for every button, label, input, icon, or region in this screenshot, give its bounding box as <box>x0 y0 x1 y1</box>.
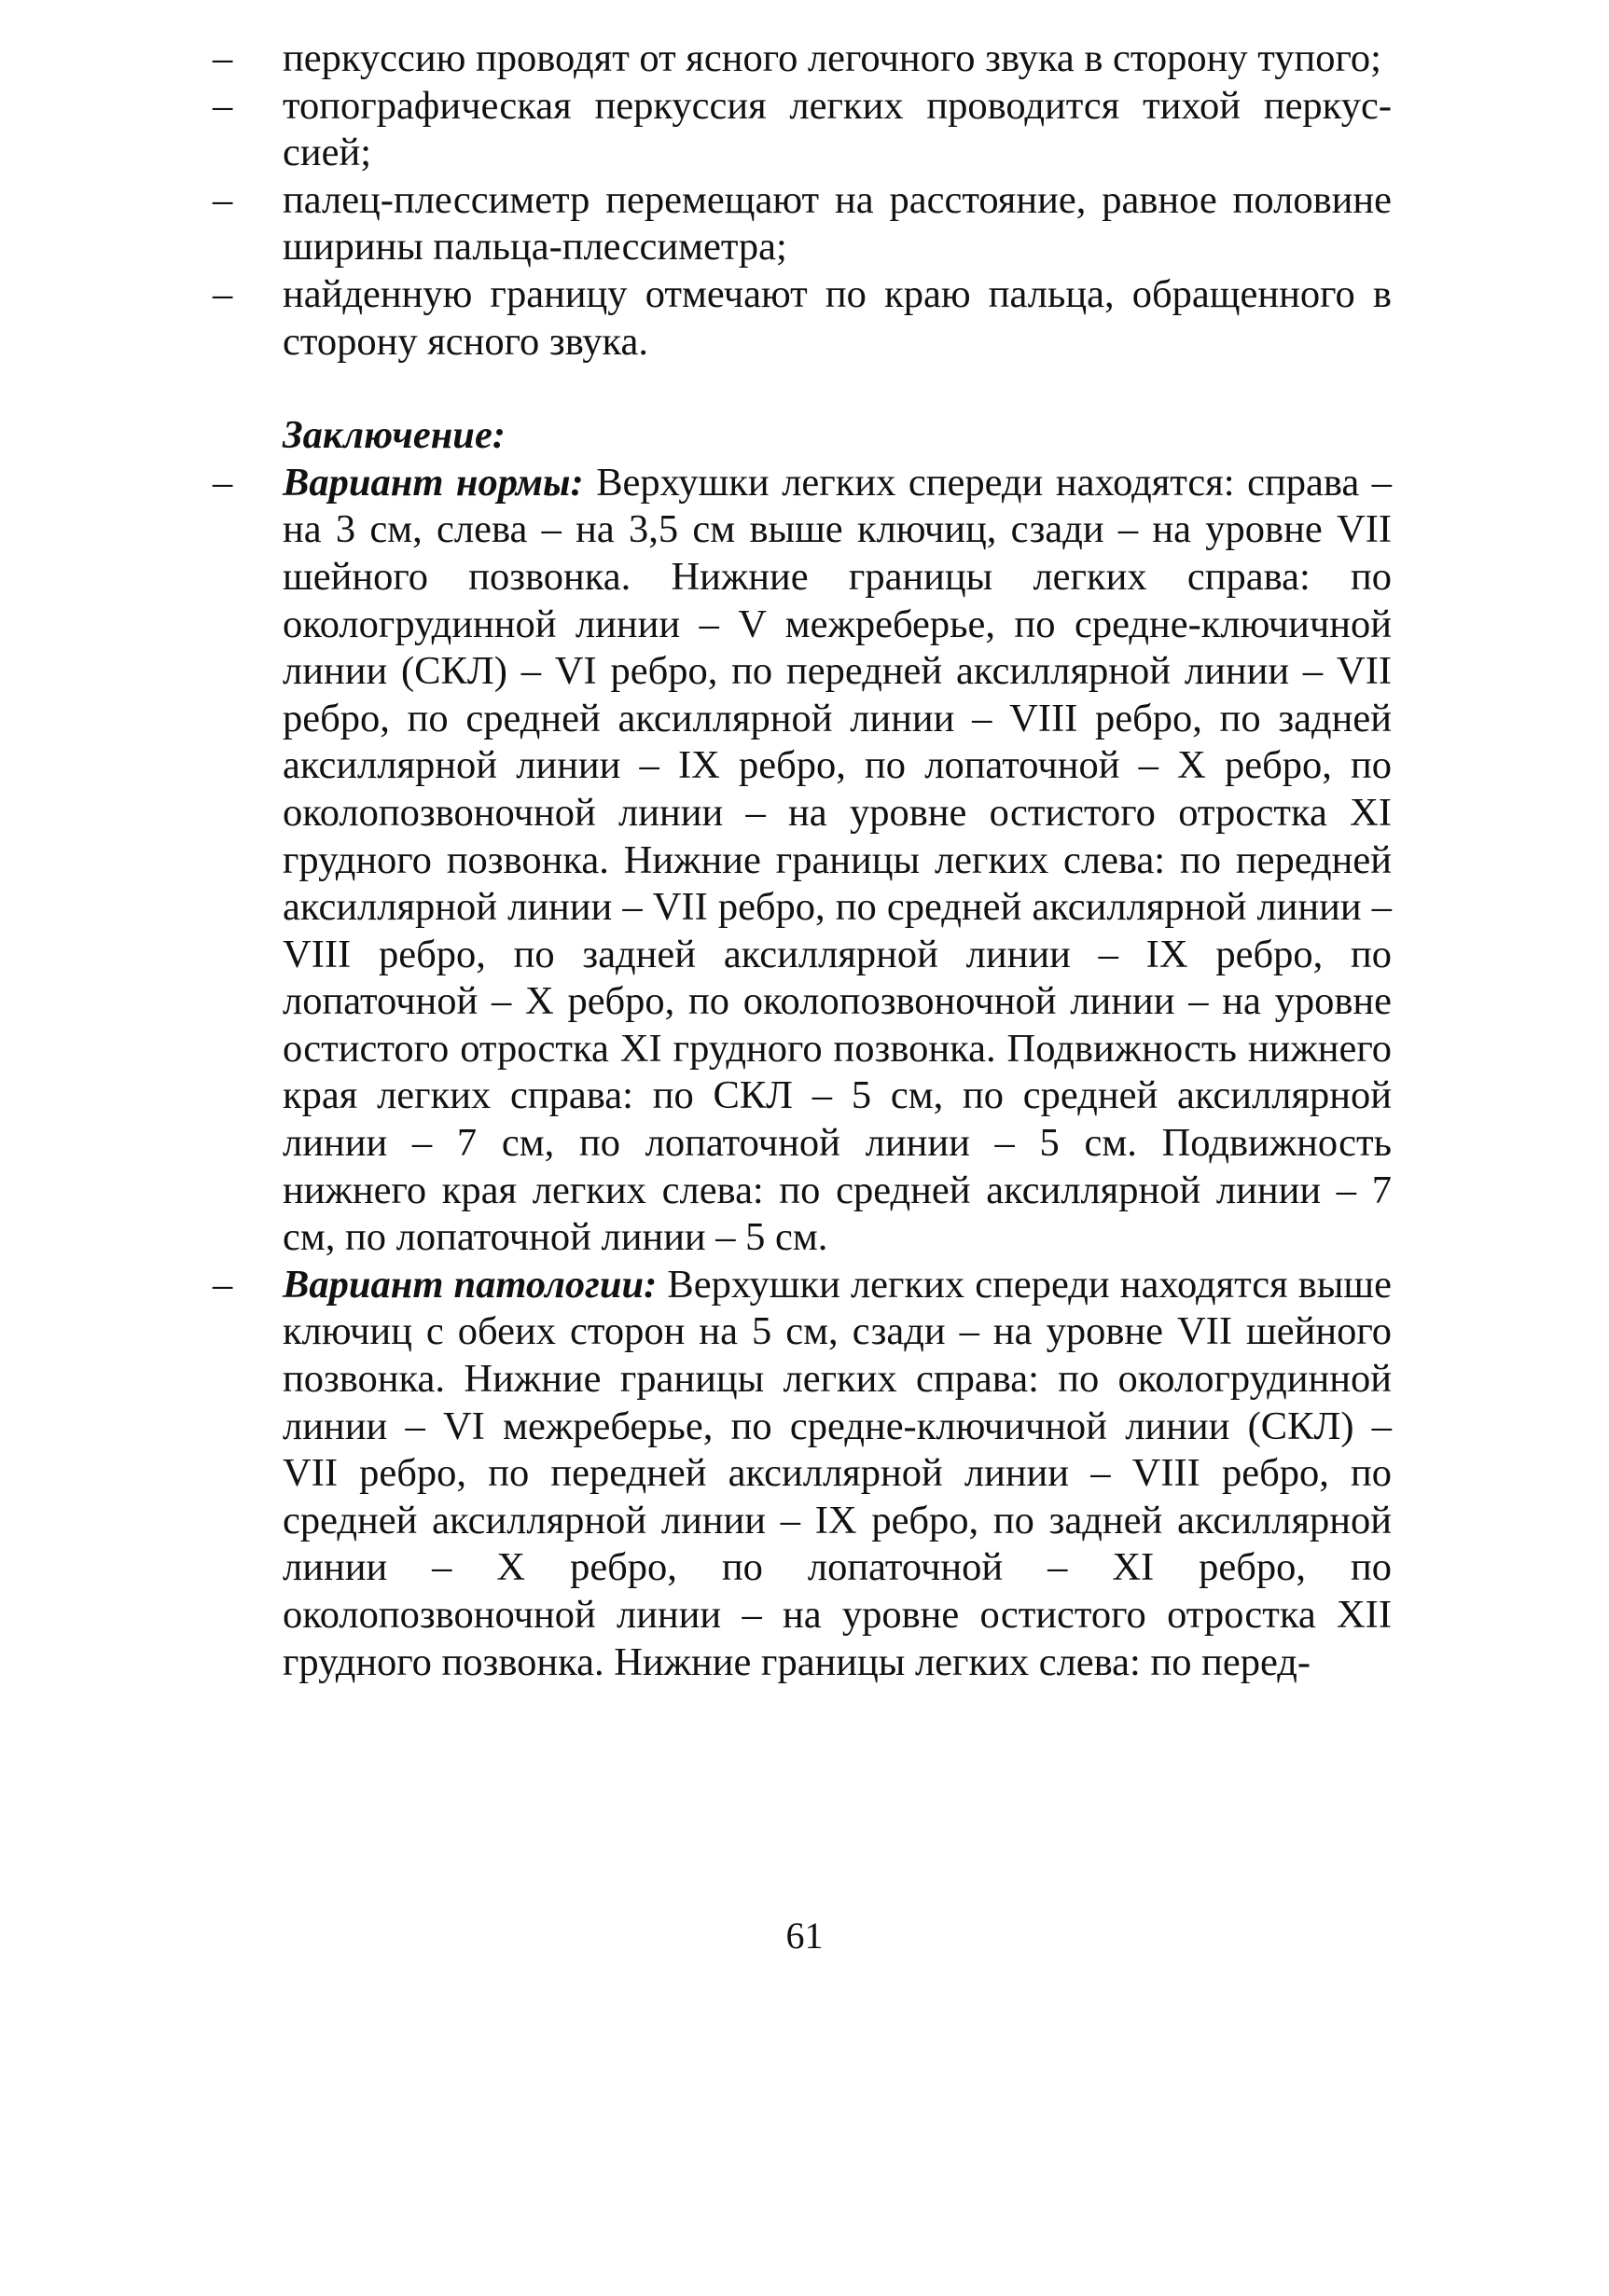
list-dash: – <box>213 83 233 128</box>
list-dash: – <box>213 460 233 505</box>
list-item <box>213 271 1392 366</box>
page-number: 61 <box>785 1915 824 1957</box>
norm-variant-text: Верхушки легких спереди находятся: справа – на 3 см, слева – на 3,5 см выше ключиц, сзади – на уровне VII шейного позвонка. Нижние границы легких справа: по окологрудинной линии – V межреберье, по средне-ключичной линии (СКЛ) – VI ребро, по передней аксиллярной линии – VII ребро, по средней аксиллярной линии – VIII ребро, по задней аксиллярной линии – IX ребро, по лопаточной – X ребро, по околопозвоночной линии – на уровне остистого отростка XI грудного позвонка. Нижние границы легких слева: по передней аксиллярной линии – VII ребро, по средней аксиллярной линии – VIII ребро, по задней аксиллярной линии – IX ребро, по лопаточной – X ребро, по околопозвоночной линии – на уровне остистого отростка XI грудного позвонка. Подвижность нижнего края легких справа: по СКЛ – 5 см, по средней аксиллярной линии – 7 см, по лопаточной линии – 5 см. Подвижность нижнего края легких слева: по средней аксиллярной линии – 7 см, по лопаточной линии – 5 см. <box>283 460 1393 1260</box>
norm-variant-label: Вариант нормы: <box>283 460 584 505</box>
list-item-text: палец-плессиметр перемещают на расстояние, равное половине ширины пальца-плессиметра; <box>283 177 1392 270</box>
list-item-text: топографическая перкуссия легких проводится тихой перкуссией; <box>283 83 1392 175</box>
pathology-variant-paragraph <box>213 1262 1392 1686</box>
page-body <box>213 35 1392 1686</box>
list-item <box>213 177 1392 271</box>
list-dash: – <box>213 177 233 222</box>
list-dash: – <box>213 36 233 80</box>
list-item <box>213 83 1392 177</box>
pathology-variant-text: Верхушки легких спереди находятся выше ключиц с обеих сторон на 5 см, сзади – на уровне VII шейного позвонка. Нижние границы легких справа: по окологрудинной линии – VI межреберье, по средне-ключичной линии (СКЛ) – VII ребро, по передней аксиллярной линии – VIII ребро, по средней аксиллярной линии – IX ребро, по задней аксиллярной линии – X ребро, по лопаточной – XI ребро, по околопозвоночной линии – на уровне остистого отростка XII грудного позвонка. Нижние границы легких слева: по перед- <box>283 1262 1393 1684</box>
conclusion-heading: Заключение: <box>283 413 506 458</box>
pathology-variant-label: Вариант патологии: <box>283 1262 658 1307</box>
list-item-text: найденную границу отмечают по краю пальца, обращенного в сторону ясного звука. <box>283 271 1392 364</box>
norm-variant-paragraph <box>213 460 1392 1262</box>
list-item <box>213 35 1392 83</box>
list-item-text: перкуссию проводят от ясного легочного звука в сторону тупого; <box>283 36 1381 80</box>
list-dash: – <box>213 1262 233 1307</box>
list-dash: – <box>213 271 233 316</box>
